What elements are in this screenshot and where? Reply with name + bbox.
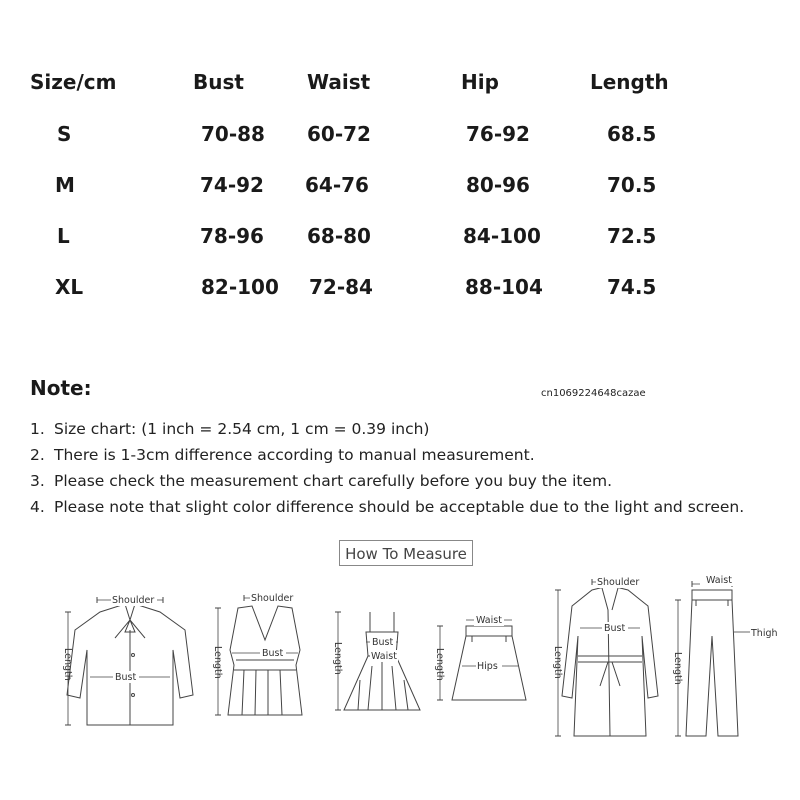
coat-bust-label: Bust	[604, 623, 626, 634]
pants-thigh-label: Thigh	[751, 628, 778, 639]
product-code: cn1069224648cazae	[541, 388, 646, 399]
pants-length-label: Length	[672, 652, 683, 685]
dress-length-label: Length	[332, 642, 343, 675]
note-item: 1. Size chart: (1 inch = 2.54 cm, 1 cm = 0.39 inch)	[30, 420, 430, 438]
row-m-waist: 64-76	[305, 173, 369, 197]
tank-length-label: Length	[212, 646, 223, 679]
row-s-hip: 76-92	[466, 122, 530, 146]
row-m-hip: 80-96	[466, 173, 530, 197]
header-length: Length	[590, 70, 669, 94]
skirt-length-label: Length	[434, 648, 445, 681]
tank-diagram	[210, 570, 320, 740]
row-s-length: 68.5	[607, 122, 657, 146]
dress-waist-label: Waist	[371, 651, 397, 662]
note-item: 3. Please check the measurement chart carefully before you buy the item.	[30, 472, 613, 490]
skirt-hips-label: Hips	[477, 661, 498, 672]
coat-length-label: Length	[552, 646, 563, 679]
coat-shoulder-label: Shoulder	[597, 577, 640, 588]
dress-bust-label: Bust	[372, 637, 394, 648]
row-xl-hip: 88-104	[465, 275, 543, 299]
tank-bust-label: Bust	[262, 648, 284, 659]
row-l-bust: 78-96	[200, 224, 264, 248]
row-xl-waist: 72-84	[309, 275, 373, 299]
row-m-length: 70.5	[607, 173, 657, 197]
header-bust: Bust	[193, 70, 244, 94]
row-xl-length: 74.5	[607, 275, 657, 299]
skirt-waist-label: Waist	[476, 615, 502, 626]
note-title: Note:	[30, 376, 92, 400]
blouse-length-label: Length	[62, 648, 73, 681]
row-s-waist: 60-72	[307, 122, 371, 146]
row-s-bust: 70-88	[201, 122, 265, 146]
row-l-size: L	[57, 224, 70, 248]
row-l-waist: 68-80	[307, 224, 371, 248]
blouse-diagram	[55, 570, 205, 740]
note-item: 4. Please note that slight color difference should be acceptable due to the light and screen.	[30, 498, 745, 516]
note-list	[30, 416, 744, 520]
blouse-shoulder-label: Shoulder	[112, 595, 155, 606]
row-l-hip: 84-100	[463, 224, 541, 248]
row-xl-size: XL	[55, 275, 84, 299]
row-m-size: M	[55, 173, 75, 197]
dress-diagram	[330, 570, 430, 740]
row-s-size: S	[57, 122, 72, 146]
header-waist: Waist	[307, 70, 371, 94]
size-chart-table	[0, 0, 800, 310]
note-item: 2. There is 1-3cm difference according to manual measurement.	[30, 446, 535, 464]
row-m-bust: 74-92	[200, 173, 264, 197]
pants-diagram	[670, 566, 790, 746]
skirt-diagram	[432, 570, 532, 740]
row-xl-bust: 82-100	[201, 275, 279, 299]
coat-diagram	[550, 566, 670, 746]
row-l-length: 72.5	[607, 224, 657, 248]
how-to-measure-title: How To Measure	[339, 540, 473, 566]
header-size: Size/cm	[30, 70, 117, 94]
pants-waist-label: Waist	[706, 575, 732, 586]
header-hip: Hip	[461, 70, 499, 94]
tank-shoulder-label: Shoulder	[251, 593, 294, 604]
blouse-bust-label: Bust	[115, 672, 137, 683]
